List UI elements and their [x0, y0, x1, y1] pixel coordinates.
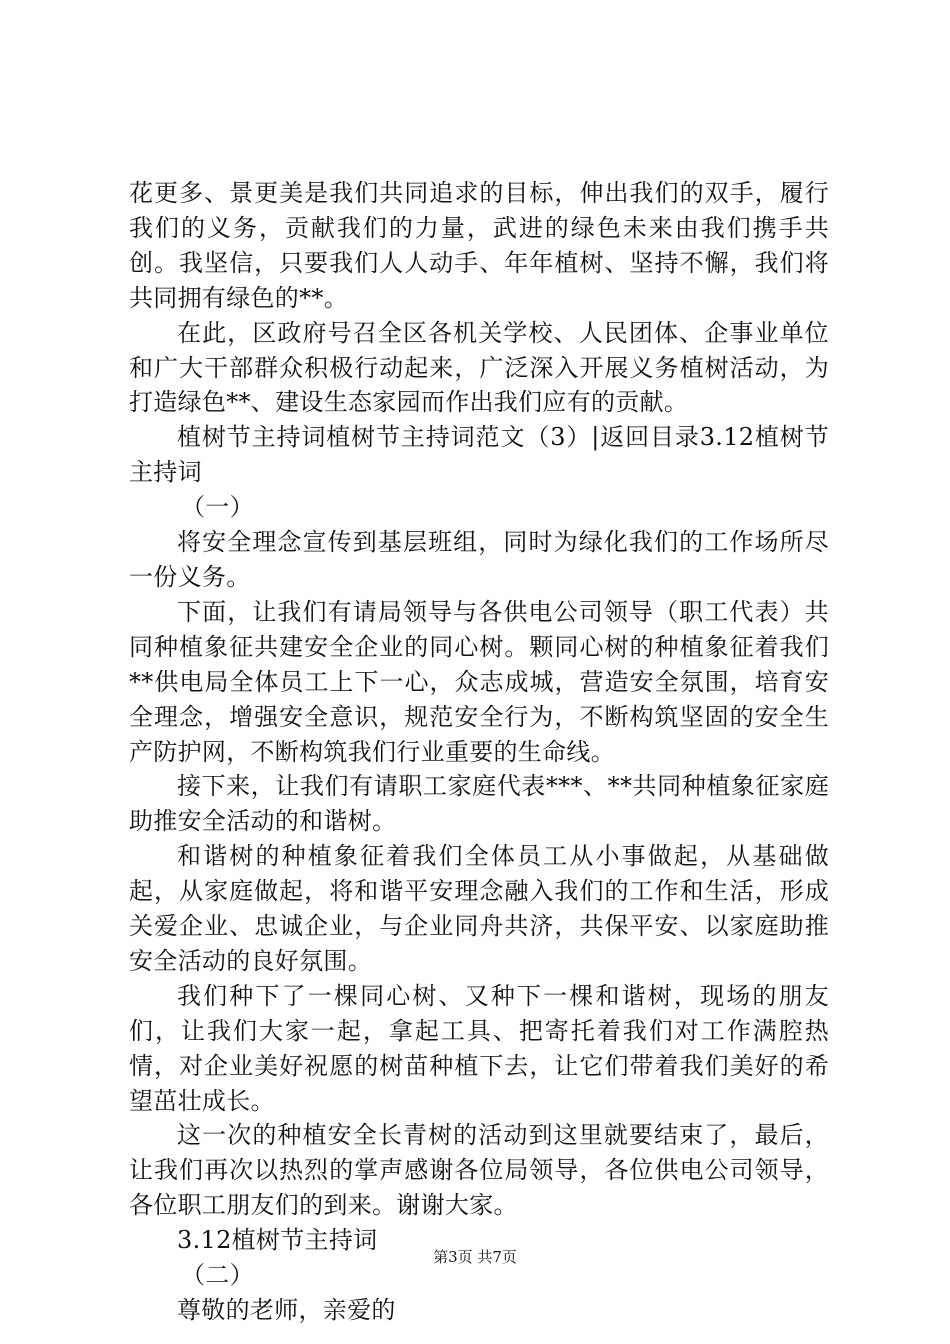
- paragraph-2: 在此，区政府号召全区各机关学校、人民团体、企事业单位和广大干部群众积极行动起来，广泛深入开展义务植树活动，为打造绿色**、建设生态家园而作出我们应有的贡献。: [129, 318, 829, 417]
- document-body: [129, 176, 829, 1328]
- paragraph-9: 我们种下了一棵同心树、又种下一棵和谐树，现场的朋友们，让我们大家一起，拿起工具、把寄托着我们对工作满腔热情，对企业美好祝愿的树苗种植下去，让它们带着我们美好的希望茁壮成长。: [129, 981, 829, 1115]
- paragraph-8: 和谐树的种植象征着我们全体员工从小事做起，从基础做起，从家庭做起，将和谐平安理念融入我们的工作和生活，形成关爱企业、忠诚企业，与企业同舟共济，共保平安、以家庭助推安全活动的良好氛围。: [129, 842, 829, 975]
- paragraph-13: 尊敬的老师，亲爱的: [177, 1296, 396, 1324]
- paragraph-5: 将安全理念宣传到基层班组，同时为绿化我们的工作场所尽一份义务。: [129, 528, 829, 591]
- paragraph-10: 这一次的种植安全长青树的活动到这里就要结束了，最后，让我们再次以热烈的掌声感谢各位局领导，各位供电公司领导，各位职工朋友们的到来。谢谢大家。: [129, 1121, 829, 1220]
- paragraph-7: 接下来，让我们有请职工家庭代表***、**共同种植象征家庭助推安全活动的和谐树。: [129, 772, 829, 836]
- paragraph-1: 花更多、景更美是我们共同追求的目标，伸出我们的双手，履行我们的义务，贡献我们的力量，武进的绿色未来由我们携手共创。我坚信，只要我们人人动手、年年植树、坚持不懈，我们将共同拥有绿色的**。: [129, 179, 829, 312]
- page-footer: [0, 1247, 950, 1267]
- page-number-label: 第3页 共7页: [433, 1248, 517, 1266]
- paragraph-6: 下面，让我们有请局领导与各供电公司领导（职工代表）共同种植象征共建安全企业的同心树。颗同心树的种植象征着我们**供电局全体员工上下一心，众志成城，营造安全氛围，培育安全理念，增强安全意识，规范安全行为，不断构筑坚固的安全生产防护网，不断构筑我们行业重要的生命线。: [129, 597, 829, 766]
- subsection-marker-2: （二）: [181, 1261, 254, 1290]
- subsection-marker-1: （一）: [181, 493, 254, 522]
- section-heading-3: 植树节主持词植树节主持词范文（3）|返回目录3.12植树节主持词: [129, 423, 829, 487]
- section-heading-312: 3.12植树节主持词: [177, 1226, 378, 1255]
